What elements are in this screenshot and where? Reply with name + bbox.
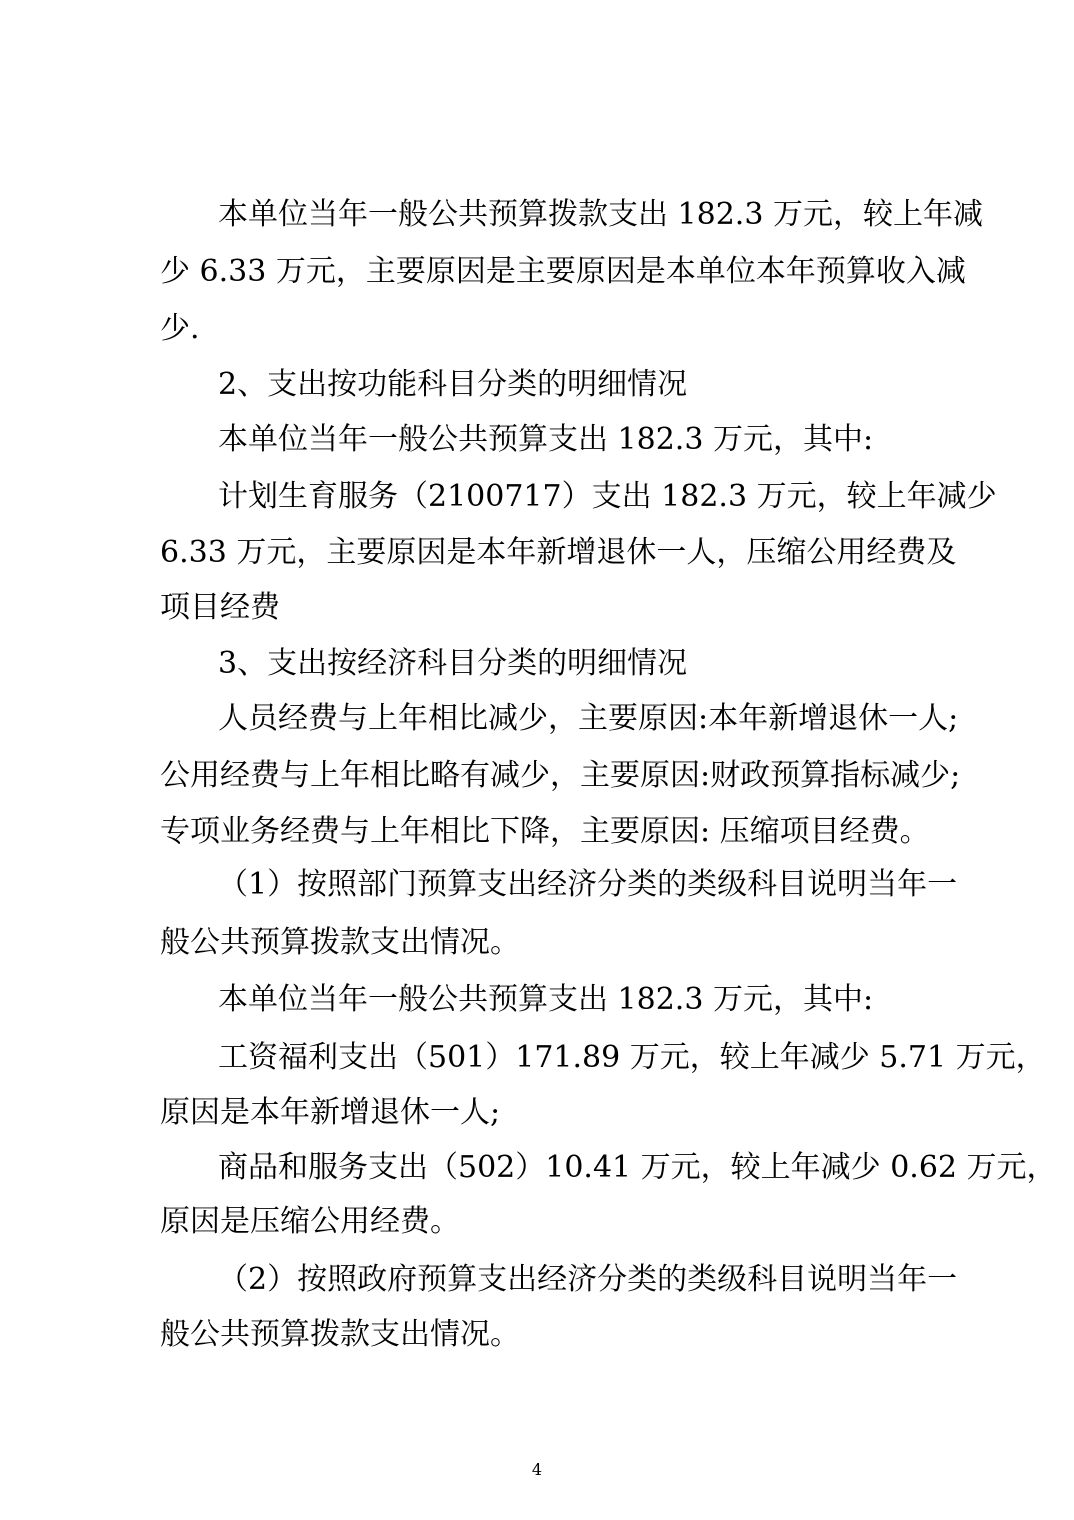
paragraph-line-12: 专项业务经费与上年相比下降，主要原因: 压缩项目经费。 <box>160 814 930 849</box>
paragraph-line-17: 原因是本年新增退休一人; <box>160 1095 501 1130</box>
section-heading-3: 3、支出按经济科目分类的明细情况 <box>218 646 688 681</box>
paragraph-line-16: 工资福利支出（501）171.89 万元，较上年减少 5.71 万元， <box>218 1040 1046 1075</box>
paragraph-line-3: 少. <box>160 311 200 346</box>
paragraph-line-8: 项目经费 <box>160 590 280 625</box>
subsection-heading-2: （2）按照政府预算支出经济分类的类级科目说明当年一 <box>218 1262 958 1297</box>
page-number: 4 <box>531 1460 543 1479</box>
paragraph-line-15: 本单位当年一般公共预算支出 182.3 万元，其中: <box>218 982 874 1017</box>
paragraph-line-1: 本单位当年一般公共预算拨款支出 182.3 万元，较上年减 <box>218 197 983 232</box>
paragraph-line-18: 商品和服务支出（502）10.41 万元，较上年减少 0.62 万元， <box>218 1150 1057 1185</box>
paragraph-line-10: 人员经费与上年相比减少，主要原因:本年新增退休一人; <box>218 701 959 736</box>
paragraph-line-11: 公用经费与上年相比略有减少，主要原因:财政预算指标减少; <box>160 758 961 793</box>
subsection-heading-1: （1）按照部门预算支出经济分类的类级科目说明当年一 <box>218 867 958 902</box>
paragraph-line-7: 6.33 万元，主要原因是本年新增退休一人，压缩公用经费及 <box>160 535 957 570</box>
paragraph-line-21: 般公共预算拨款支出情况。 <box>160 1317 520 1352</box>
paragraph-line-5: 本单位当年一般公共预算支出 182.3 万元，其中: <box>218 422 874 457</box>
section-heading-2: 2、支出按功能科目分类的明细情况 <box>218 367 688 402</box>
paragraph-line-14: 般公共预算拨款支出情况。 <box>160 925 520 960</box>
paragraph-line-2: 少 6.33 万元，主要原因是主要原因是本单位本年预算收入减 <box>160 254 966 289</box>
paragraph-line-6: 计划生育服务（2100717）支出 182.3 万元，较上年减少 <box>218 479 997 514</box>
paragraph-line-19: 原因是压缩公用经费。 <box>160 1204 460 1239</box>
